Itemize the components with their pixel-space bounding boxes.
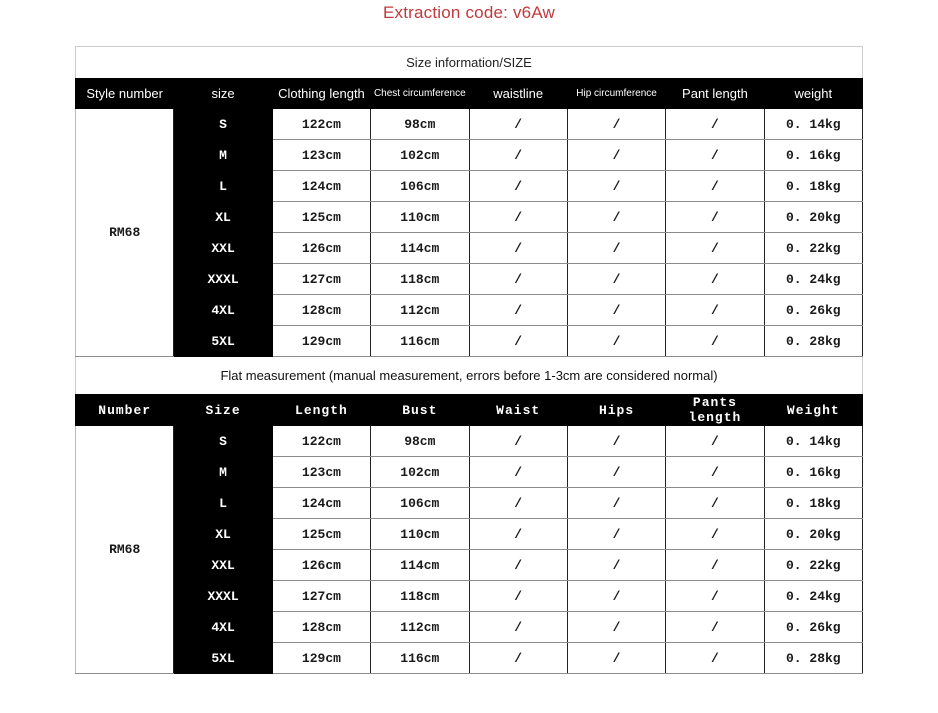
- table-row: [76, 643, 863, 674]
- col-header-size: size: [174, 79, 272, 109]
- col-header-style-number: Style number: [76, 79, 174, 109]
- table-row: [76, 550, 863, 581]
- table-row: [76, 519, 863, 550]
- measurement-cell: 0. 24kg: [764, 581, 862, 612]
- measurement-cell: /: [666, 550, 764, 581]
- measurement-cell: 125cm: [272, 519, 370, 550]
- size-cell: XL: [174, 202, 272, 233]
- measurement-cell: /: [469, 264, 567, 295]
- col-header-length: Length: [272, 395, 370, 426]
- col-header-pants-length: Pants length: [666, 395, 764, 426]
- measurement-cell: /: [469, 295, 567, 326]
- measurement-cell: /: [567, 140, 665, 171]
- size-cell: 5XL: [174, 643, 272, 674]
- measurement-cell: 128cm: [272, 295, 370, 326]
- size-cell: XXL: [174, 550, 272, 581]
- measurement-cell: /: [469, 519, 567, 550]
- measurement-cell: 110cm: [371, 202, 469, 233]
- measurement-cell: 106cm: [371, 171, 469, 202]
- measurement-cell: /: [469, 140, 567, 171]
- measurement-cell: /: [666, 264, 764, 295]
- measurement-cell: 114cm: [371, 550, 469, 581]
- size-info-heading: Size information/SIZE: [75, 46, 863, 78]
- size-cell: L: [174, 488, 272, 519]
- col-header-weight: weight: [764, 79, 862, 109]
- size-table-1-header: [76, 79, 863, 109]
- measurement-cell: /: [567, 426, 665, 457]
- size-table-2-body: [76, 426, 863, 674]
- measurement-cell: 128cm: [272, 612, 370, 643]
- table-row: [76, 457, 863, 488]
- measurement-cell: 118cm: [371, 264, 469, 295]
- measurement-cell: /: [666, 581, 764, 612]
- measurement-cell: 124cm: [272, 488, 370, 519]
- measurement-cell: /: [469, 171, 567, 202]
- measurement-cell: 0. 22kg: [764, 233, 862, 264]
- measurement-cell: 0. 28kg: [764, 326, 862, 357]
- measurement-cell: 102cm: [371, 140, 469, 171]
- measurement-cell: /: [666, 109, 764, 140]
- extraction-code-title: Extraction code: v6Aw: [382, 3, 556, 22]
- measurement-cell: 127cm: [272, 264, 370, 295]
- measurement-cell: /: [567, 233, 665, 264]
- measurement-cell: /: [469, 426, 567, 457]
- table-row: [76, 426, 863, 457]
- measurement-cell: /: [666, 426, 764, 457]
- measurement-cell: 102cm: [371, 457, 469, 488]
- measurement-cell: 129cm: [272, 643, 370, 674]
- table-row: [76, 612, 863, 643]
- measurement-cell: 124cm: [272, 171, 370, 202]
- measurement-cell: /: [469, 457, 567, 488]
- table-row: [76, 109, 863, 140]
- measurement-cell: /: [469, 233, 567, 264]
- style-number-cell: RM68: [76, 109, 174, 357]
- table-row: [76, 202, 863, 233]
- size-cell: XXL: [174, 233, 272, 264]
- measurement-cell: /: [666, 171, 764, 202]
- size-table-2-header: [76, 395, 863, 426]
- table-row: [76, 140, 863, 171]
- measurement-cell: 114cm: [371, 233, 469, 264]
- table-row: [76, 171, 863, 202]
- measurement-cell: 129cm: [272, 326, 370, 357]
- size-cell: M: [174, 140, 272, 171]
- flat-measurement-note: Flat measurement (manual measurement, errors before 1-3cm are considered normal): [75, 357, 863, 394]
- measurement-cell: 0. 16kg: [764, 457, 862, 488]
- size-cell: 5XL: [174, 326, 272, 357]
- measurement-cell: /: [567, 519, 665, 550]
- measurement-cell: /: [666, 643, 764, 674]
- measurement-cell: 0. 16kg: [764, 140, 862, 171]
- col-header-hip: Hip circumference: [567, 79, 665, 109]
- measurement-cell: /: [469, 550, 567, 581]
- measurement-cell: 0. 24kg: [764, 264, 862, 295]
- header-row: [76, 395, 863, 426]
- table-row: [76, 488, 863, 519]
- measurement-cell: 123cm: [272, 140, 370, 171]
- measurement-cell: /: [567, 202, 665, 233]
- measurement-cell: /: [567, 295, 665, 326]
- col-header-number: Number: [76, 395, 174, 426]
- measurement-cell: 0. 20kg: [764, 202, 862, 233]
- measurement-cell: /: [469, 109, 567, 140]
- size-cell: S: [174, 426, 272, 457]
- measurement-cell: /: [469, 643, 567, 674]
- product-photo-top-edge: [75, 702, 863, 713]
- measurement-cell: 110cm: [371, 519, 469, 550]
- size-table-flat-measurement: [75, 394, 863, 674]
- measurement-cell: /: [666, 326, 764, 357]
- measurement-cell: /: [666, 202, 764, 233]
- measurement-cell: /: [567, 264, 665, 295]
- col-header-bust: Bust: [371, 395, 469, 426]
- size-info-panel: [75, 46, 863, 674]
- table-row: [76, 264, 863, 295]
- measurement-cell: 122cm: [272, 109, 370, 140]
- size-cell: XXXL: [174, 581, 272, 612]
- col-header-pant-length: Pant length: [666, 79, 764, 109]
- measurement-cell: /: [469, 326, 567, 357]
- measurement-cell: /: [666, 488, 764, 519]
- size-cell: M: [174, 457, 272, 488]
- style-number-cell: RM68: [76, 426, 174, 674]
- measurement-cell: /: [567, 326, 665, 357]
- measurement-cell: 112cm: [371, 612, 469, 643]
- measurement-cell: 126cm: [272, 233, 370, 264]
- table-row: [76, 581, 863, 612]
- col-header-size: Size: [174, 395, 272, 426]
- measurement-cell: /: [666, 612, 764, 643]
- measurement-cell: 0. 26kg: [764, 612, 862, 643]
- measurement-cell: /: [567, 488, 665, 519]
- measurement-cell: /: [567, 171, 665, 202]
- table-row: [76, 233, 863, 264]
- header-row: [76, 79, 863, 109]
- measurement-cell: /: [567, 550, 665, 581]
- col-header-hips: Hips: [567, 395, 665, 426]
- size-cell: S: [174, 109, 272, 140]
- measurement-cell: /: [666, 295, 764, 326]
- col-header-waist: Waist: [469, 395, 567, 426]
- size-cell: 4XL: [174, 612, 272, 643]
- measurement-cell: 0. 20kg: [764, 519, 862, 550]
- measurement-cell: 0. 14kg: [764, 426, 862, 457]
- measurement-cell: 118cm: [371, 581, 469, 612]
- size-cell: L: [174, 171, 272, 202]
- size-cell: 4XL: [174, 295, 272, 326]
- size-cell: XXXL: [174, 264, 272, 295]
- measurement-cell: /: [567, 643, 665, 674]
- measurement-cell: 123cm: [272, 457, 370, 488]
- size-cell: XL: [174, 519, 272, 550]
- measurement-cell: 98cm: [371, 426, 469, 457]
- measurement-cell: /: [567, 612, 665, 643]
- measurement-cell: /: [666, 140, 764, 171]
- table-row: [76, 326, 863, 357]
- size-table-international: [75, 78, 863, 357]
- measurement-cell: 116cm: [371, 326, 469, 357]
- measurement-cell: /: [469, 202, 567, 233]
- measurement-cell: /: [469, 612, 567, 643]
- measurement-cell: /: [469, 581, 567, 612]
- col-header-clothing-length: Clothing length: [272, 79, 370, 109]
- measurement-cell: 98cm: [371, 109, 469, 140]
- measurement-cell: 0. 18kg: [764, 171, 862, 202]
- measurement-cell: 0. 28kg: [764, 643, 862, 674]
- col-header-weight: Weight: [764, 395, 862, 426]
- measurement-cell: /: [469, 488, 567, 519]
- size-table-1-body: [76, 109, 863, 357]
- measurement-cell: 0. 22kg: [764, 550, 862, 581]
- measurement-cell: 125cm: [272, 202, 370, 233]
- measurement-cell: /: [567, 109, 665, 140]
- measurement-cell: 116cm: [371, 643, 469, 674]
- measurement-cell: 112cm: [371, 295, 469, 326]
- measurement-cell: /: [567, 581, 665, 612]
- measurement-cell: 0. 26kg: [764, 295, 862, 326]
- measurement-cell: 127cm: [272, 581, 370, 612]
- col-header-waistline: waistline: [469, 79, 567, 109]
- col-header-chest: Chest circumference: [371, 79, 469, 109]
- measurement-cell: 106cm: [371, 488, 469, 519]
- measurement-cell: 0. 14kg: [764, 109, 862, 140]
- measurement-cell: /: [666, 233, 764, 264]
- measurement-cell: 126cm: [272, 550, 370, 581]
- measurement-cell: /: [567, 457, 665, 488]
- measurement-cell: /: [666, 457, 764, 488]
- measurement-cell: 0. 18kg: [764, 488, 862, 519]
- measurement-cell: 122cm: [272, 426, 370, 457]
- measurement-cell: /: [666, 519, 764, 550]
- table-row: [76, 295, 863, 326]
